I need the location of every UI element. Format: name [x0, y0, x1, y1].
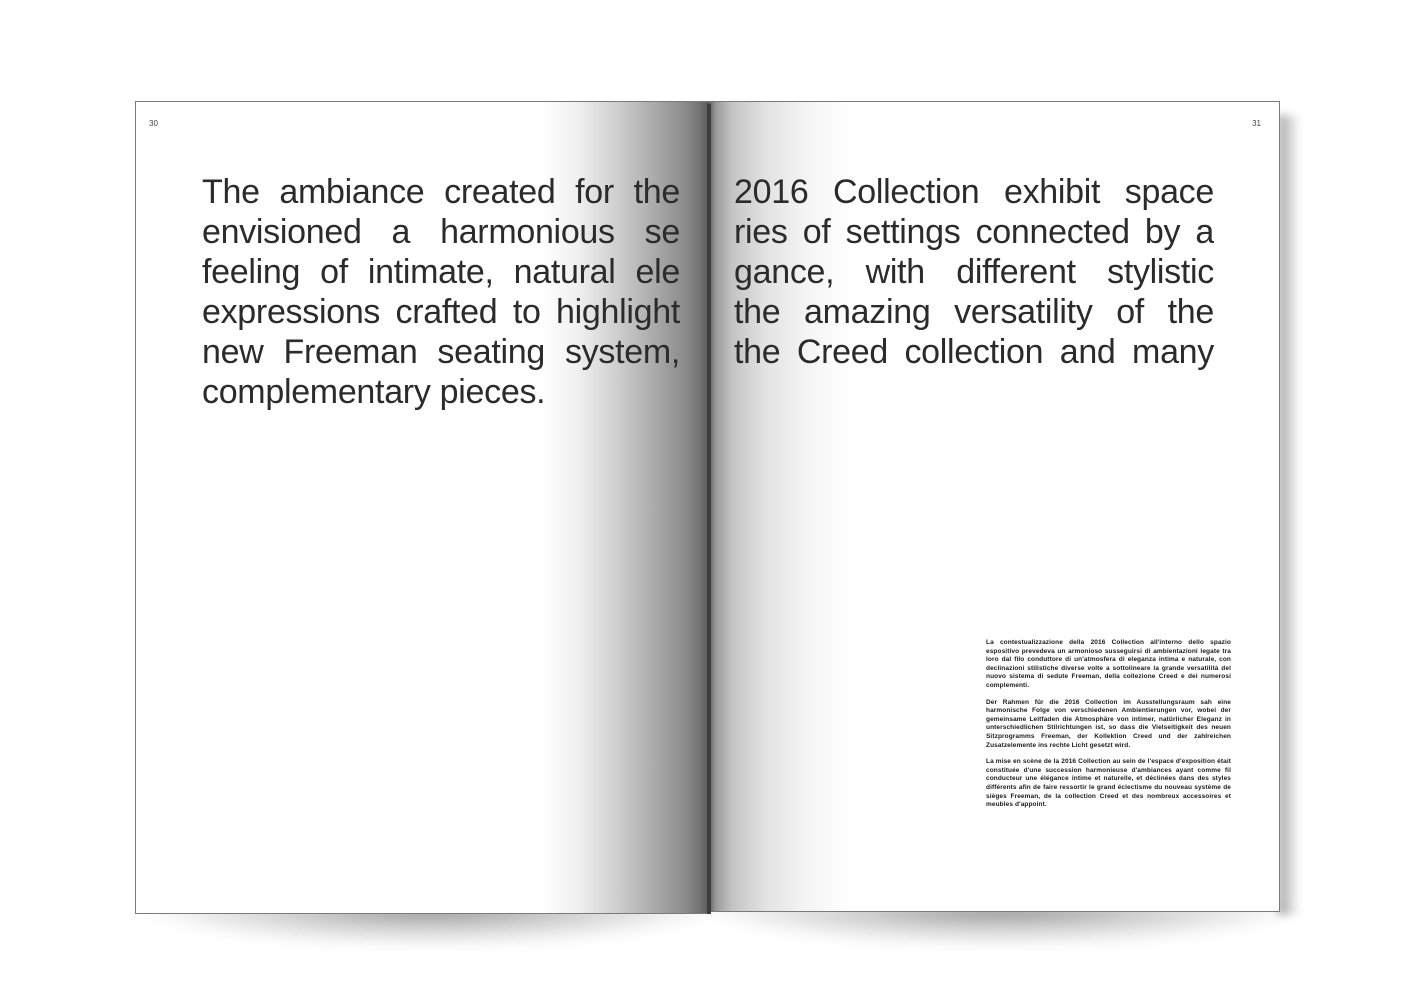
headline-line: 2016 Collection exhibit space [734, 173, 1214, 211]
left-page [135, 101, 710, 914]
headline-line: envisioned a harmonious se [202, 213, 680, 251]
headline-line: the Creed collection and many [734, 333, 1214, 371]
right-headline [734, 172, 1214, 372]
headline-line: expressions crafted to highlight [202, 293, 680, 331]
spine-gutter [707, 104, 711, 914]
headline-line: new Freeman seating system, [202, 333, 680, 371]
multilingual-body-copy [986, 639, 1231, 818]
headline-line: gance, with different stylistic [734, 253, 1214, 291]
headline-line: feeling of intimate, natural ele [202, 253, 680, 291]
left-headline [202, 172, 680, 412]
page-number-left: 30 [149, 119, 158, 128]
headline-line: The ambiance created for the [202, 173, 680, 211]
right-page [710, 101, 1280, 912]
headline-line: ries of settings connected by a [734, 213, 1214, 251]
headline-line: complementary pieces. [202, 373, 546, 411]
body-paragraph-italian: La contestualizzazione della 2016 Collection all'interno dello spazio espositivo prevedeva un armonioso susseguirsi di ambientazioni legate tra loro dal filo conduttore di un'atmosfera di eleganza intima e naturale, con declinazioni stilistiche diverse volte a sottolineare la grande versatilità del nuovo sistema di sedute Freeman, della collezione Creed e dei numerosi complementi. [986, 639, 1231, 689]
headline-line: the amazing versatility of the [734, 293, 1214, 331]
right-edge-shadow [1278, 115, 1300, 915]
page-number-right: 31 [1252, 119, 1261, 128]
body-paragraph-french: La mise en scène de la 2016 Collection au sein de l'espace d'exposition était constituée d'une succession harmonieuse d'ambiances ayant comme fil conducteur une élégance intime et naturelle, et déclinées dans des styles différents afin de faire ressortir le grand éclectisme du nouveau système de sièges Freeman, de la collection Creed et des nombreux accessoires et meubles d'appoint. [986, 758, 1231, 809]
body-paragraph-german: Der Rahmen für die 2016 Collection im Ausstellungsraum sah eine harmonische Folge von verschiedenen Ambientierungen vor, wobei der gemeinsame Leitfaden die Atmosphäre von intimer, natürlicher Eleganz in unterschiedlichen Stilrichtungen ist, so dass die Vielseitigkeit des neuen Sitzprogramms Freeman, der Kollektion Creed und der zahlreichen Zusatzelemente ins rechte Licht gesetzt wird. [986, 698, 1231, 749]
